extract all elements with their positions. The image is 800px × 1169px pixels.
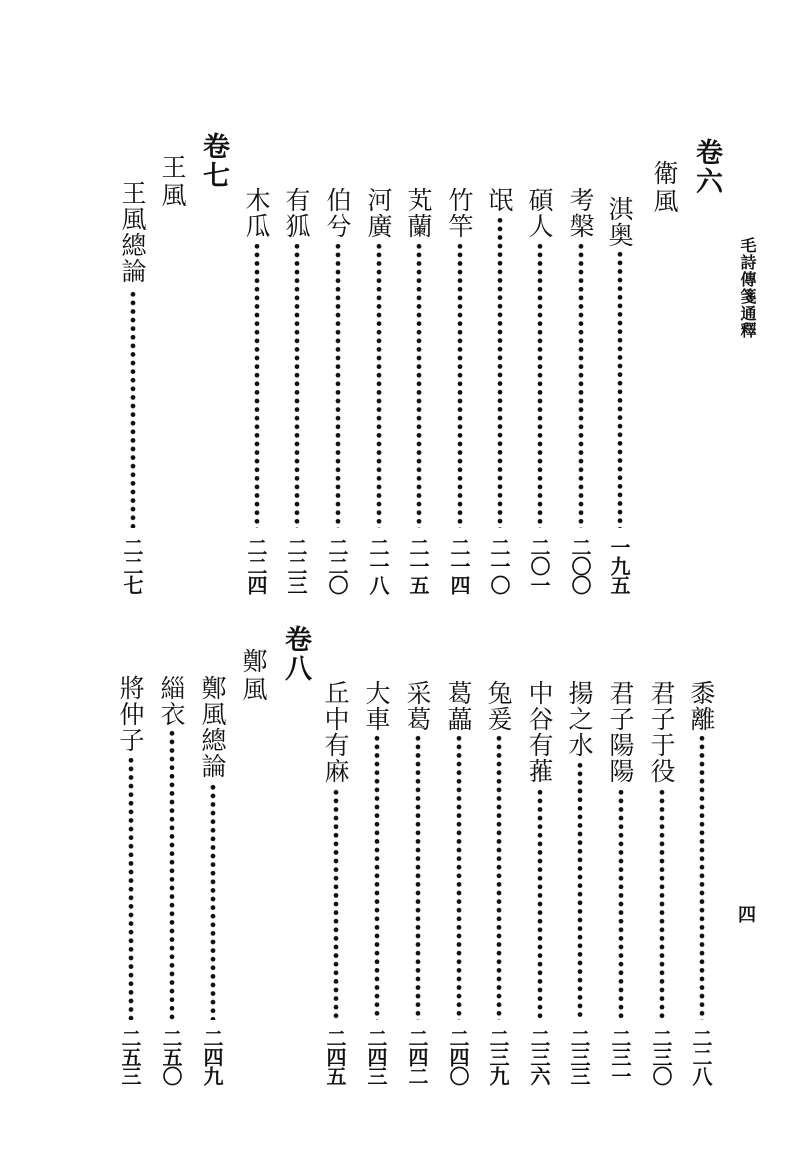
toc-entry-page: 二二七 — [120, 537, 144, 594]
toc-entry-page: 二〇一 — [527, 537, 551, 594]
leader-dots — [455, 734, 463, 1020]
toc-entry-page: 二五三 — [118, 1028, 142, 1085]
toc-entry-page: 二二八 — [689, 1028, 713, 1085]
toc-entry-title: 伯兮 — [323, 187, 352, 239]
toc-entry-page: 二三九 — [486, 1028, 510, 1085]
juan-7-heading: 卷七 — [198, 132, 229, 190]
leader-dots — [577, 242, 585, 528]
toc-entry-page: 二三〇 — [649, 1028, 673, 1085]
toc-entry-title: 木瓜 — [242, 187, 271, 239]
section-wang-feng: 王風 — [158, 154, 187, 210]
leader-dots — [373, 734, 381, 1020]
leader-dots — [576, 761, 584, 1020]
toc-entry-title: 兔爰 — [484, 680, 513, 732]
toc-entry-title: 河廣 — [364, 187, 393, 239]
toc-entry-title: 君子于役 — [647, 680, 676, 784]
toc-entry-page: 二一〇 — [487, 537, 511, 594]
leader-dots — [698, 734, 706, 1020]
toc-entry-page: 二一四 — [447, 537, 471, 594]
toc-entry-page: 二〇〇 — [568, 537, 592, 594]
toc-entry-title: 芄蘭 — [404, 187, 433, 239]
toc-entry-page: 一九五 — [607, 537, 631, 594]
leader-dots — [168, 729, 176, 1020]
leader-dots — [617, 788, 625, 1020]
toc-entry-title: 竹竿 — [445, 187, 474, 239]
toc-entry-page: 二四五 — [323, 1028, 347, 1085]
toc-entry-page: 二四〇 — [446, 1028, 470, 1085]
leader-dots — [334, 242, 342, 528]
section-wei-feng: 衛風 — [650, 160, 679, 216]
leader-dots — [414, 734, 422, 1020]
toc-entry-page: 二四二 — [405, 1028, 429, 1085]
toc-entry-title: 大車 — [362, 680, 391, 732]
toc-entry-page: 二二〇 — [325, 537, 349, 594]
toc-entry-page: 二三三 — [567, 1028, 591, 1085]
toc-entry-page: 二二四 — [244, 537, 268, 594]
juan-6-heading: 卷六 — [691, 138, 722, 196]
leader-dots — [456, 242, 464, 528]
toc-entry-title: 黍離 — [687, 680, 716, 732]
leader-dots — [496, 216, 504, 528]
toc-entry-title: 有狐 — [282, 187, 311, 239]
leader-dots — [332, 788, 340, 1020]
toc-entry-title: 緇衣 — [157, 675, 186, 727]
leader-dots — [536, 788, 544, 1020]
running-header: 毛詩傳箋通釋 — [738, 237, 757, 339]
toc-entry-title: 淇奥 — [605, 196, 634, 248]
toc-entry-title: 鄭風總論 — [198, 675, 227, 779]
toc-entry-title: 君子陽陽 — [606, 680, 635, 784]
leader-dots — [209, 783, 217, 1020]
toc-entry-title: 氓 — [485, 187, 514, 213]
leader-dots — [293, 242, 301, 528]
leader-dots — [616, 250, 624, 528]
juan-8-heading: 卷八 — [280, 625, 311, 683]
page-number: 四 — [735, 905, 756, 923]
leader-dots — [495, 734, 503, 1020]
toc-entry-title: 葛藟 — [444, 680, 473, 732]
toc-entry-title: 王風總論 — [118, 180, 147, 284]
toc-entry-page: 二三一 — [608, 1028, 632, 1085]
toc-entry-page: 二一五 — [406, 537, 430, 594]
toc-entry-title: 揚之水 — [565, 680, 594, 758]
toc-entry-page: 二四三 — [364, 1028, 388, 1085]
leader-dots — [415, 242, 423, 528]
toc-entry-title: 將仲子 — [116, 675, 145, 753]
leader-dots — [375, 242, 383, 528]
leader-dots — [536, 242, 544, 528]
toc-entry-title: 碩人 — [525, 187, 554, 239]
section-zheng-feng: 鄭風 — [239, 648, 268, 704]
toc-entry-title: 考槃 — [566, 187, 595, 239]
toc-entry-title: 采葛 — [403, 680, 432, 732]
toc-entry-title: 中谷有蓷 — [525, 680, 554, 784]
toc-entry-page: 二二三 — [284, 537, 308, 594]
toc-entry-page: 二三六 — [527, 1028, 551, 1085]
leader-dots — [253, 242, 261, 528]
leader-dots — [127, 756, 135, 1020]
leader-dots — [658, 788, 666, 1020]
toc-entry-page: 二五〇 — [159, 1028, 183, 1085]
toc-entry-page: 二四九 — [200, 1028, 224, 1085]
toc-entry-title: 丘中有麻 — [321, 680, 350, 784]
leader-dots — [129, 290, 137, 528]
toc-entry-page: 二一八 — [366, 537, 390, 594]
